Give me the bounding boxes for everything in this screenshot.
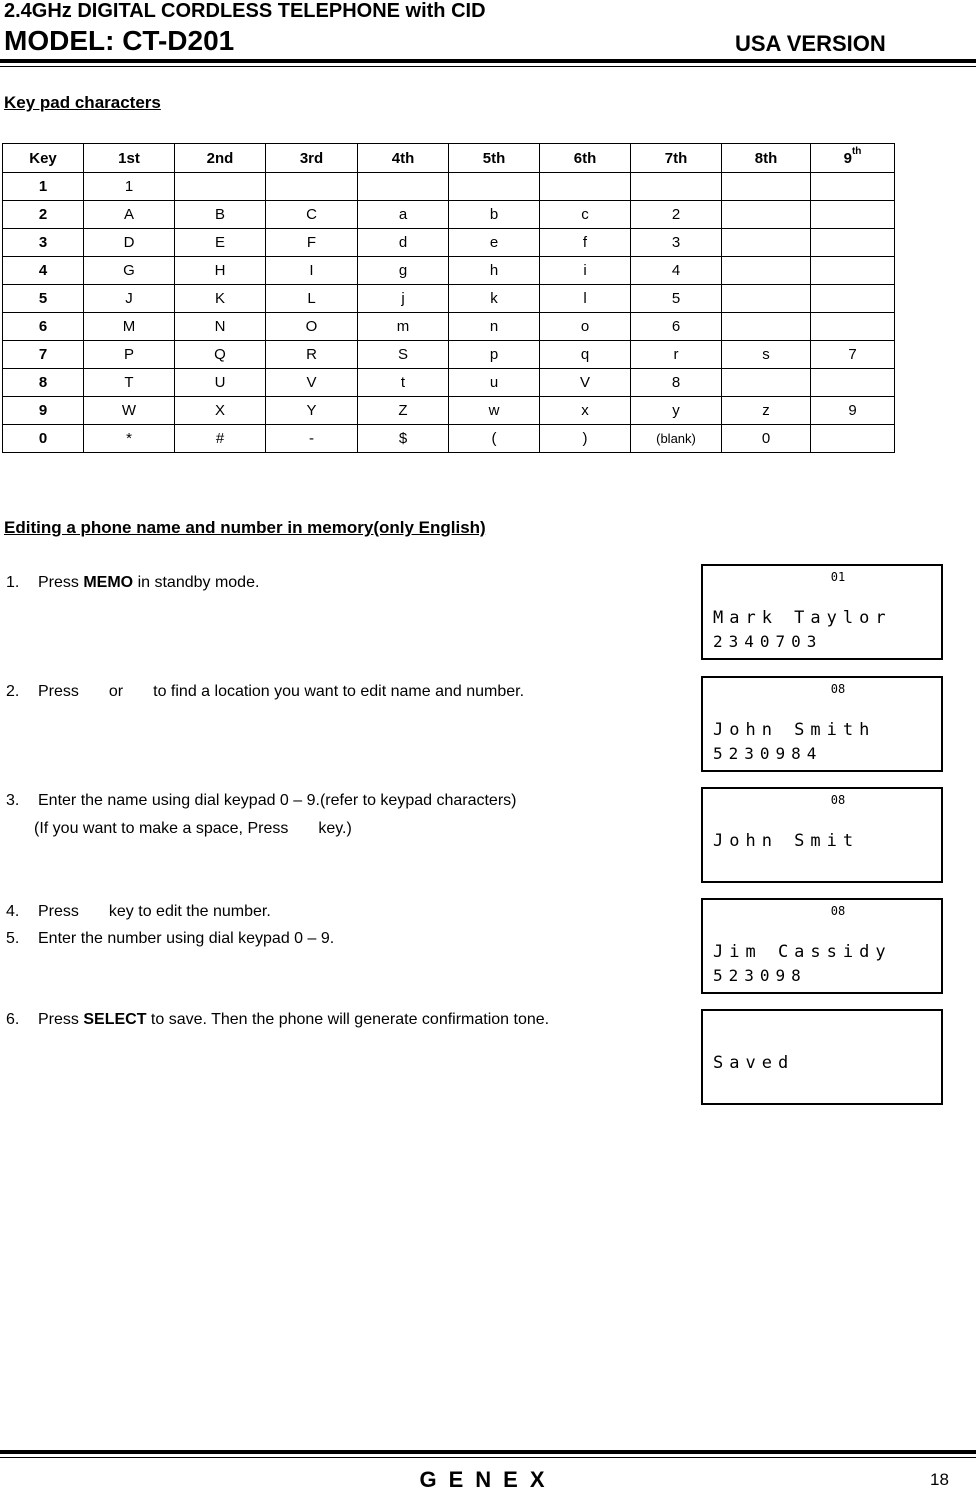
- character-cell: n: [449, 313, 540, 341]
- keypad-table: [2, 143, 895, 453]
- header-cell: Key: [3, 144, 84, 173]
- step-3: [6, 792, 516, 810]
- keypad-header-row: [3, 144, 895, 173]
- character-cell: [722, 313, 811, 341]
- step-number: 3.: [6, 792, 20, 809]
- character-cell: [722, 285, 811, 313]
- lcd-display-saved: [701, 1009, 943, 1105]
- character-cell: 4: [631, 257, 722, 285]
- character-cell: *: [84, 425, 175, 453]
- character-cell: G: [84, 257, 175, 285]
- character-cell: O: [266, 313, 358, 341]
- character-cell: #: [175, 425, 266, 453]
- character-cell: F: [266, 229, 358, 257]
- character-cell: p: [449, 341, 540, 369]
- character-cell: u: [449, 369, 540, 397]
- character-cell: D: [84, 229, 175, 257]
- character-cell: (blank): [631, 425, 722, 453]
- key-cell: 3: [3, 229, 84, 257]
- character-cell: [811, 257, 895, 285]
- character-cell: 6: [631, 313, 722, 341]
- character-cell: L: [266, 285, 358, 313]
- header-cell: 1st: [84, 144, 175, 173]
- step-number: 4.: [6, 903, 20, 920]
- character-cell: c: [540, 201, 631, 229]
- character-cell: [266, 173, 358, 201]
- table-row: [3, 313, 895, 341]
- key-cell: 1: [3, 173, 84, 201]
- character-cell: 2: [631, 201, 722, 229]
- character-cell: M: [84, 313, 175, 341]
- character-cell: P: [84, 341, 175, 369]
- step-3-note: [34, 820, 352, 838]
- step-6: [6, 1011, 549, 1029]
- footer-rule-thick: [0, 1450, 976, 1454]
- character-cell: [631, 173, 722, 201]
- character-cell: 1: [84, 173, 175, 201]
- character-cell: s: [722, 341, 811, 369]
- character-cell: [811, 285, 895, 313]
- character-cell: k: [449, 285, 540, 313]
- character-cell: g: [358, 257, 449, 285]
- step-number: 2.: [6, 683, 20, 700]
- key-cell: 2: [3, 201, 84, 229]
- header-cell: 3rd: [266, 144, 358, 173]
- key-cell: 4: [3, 257, 84, 285]
- step-text: Enter the number using dial keypad 0 – 9.: [38, 930, 335, 947]
- lcd-location: 08: [830, 904, 846, 918]
- keypad-section-title: Key pad characters: [4, 93, 161, 112]
- lcd-number-line: 5230984: [713, 744, 823, 763]
- step-number: 1.: [6, 574, 20, 591]
- character-cell: r: [631, 341, 722, 369]
- table-row: [3, 341, 895, 369]
- header-cell: 6th: [540, 144, 631, 173]
- step-text: (If you want to make a space, Press: [34, 820, 289, 837]
- character-cell: [722, 229, 811, 257]
- header-rule-thin: [0, 66, 976, 67]
- step-number: 6.: [6, 1011, 20, 1028]
- table-row: [3, 201, 895, 229]
- lcd-name-line: Mark Taylor: [713, 608, 892, 628]
- header-cell: 5th: [449, 144, 540, 173]
- table-row: [3, 229, 895, 257]
- character-cell: ): [540, 425, 631, 453]
- step-4: [6, 903, 271, 921]
- step-text: to save. Then the phone will generate confirmation tone.: [146, 1011, 550, 1028]
- character-cell: [811, 425, 895, 453]
- character-cell: W: [84, 397, 175, 425]
- character-cell: A: [84, 201, 175, 229]
- character-cell: z: [722, 397, 811, 425]
- step-2: [6, 683, 524, 701]
- document-title: 2.4GHz DIGITAL CORDLESS TELEPHONE with CID: [4, 0, 486, 22]
- lcd-name-line: Jim Cassidy: [713, 942, 892, 962]
- character-cell: m: [358, 313, 449, 341]
- character-cell: [175, 173, 266, 201]
- character-cell: b: [449, 201, 540, 229]
- header-ninth: 9: [843, 150, 852, 167]
- step-1: [6, 574, 259, 592]
- character-cell: [358, 173, 449, 201]
- character-cell: w: [449, 397, 540, 425]
- character-cell: 5: [631, 285, 722, 313]
- character-cell: [722, 201, 811, 229]
- character-cell: [811, 201, 895, 229]
- character-cell: [811, 173, 895, 201]
- table-row: [3, 425, 895, 453]
- character-cell: X: [175, 397, 266, 425]
- header-cell: [811, 144, 895, 173]
- lcd-location: 08: [830, 793, 846, 807]
- lcd-display-memo: [701, 564, 943, 660]
- character-cell: [722, 257, 811, 285]
- character-cell: N: [175, 313, 266, 341]
- step-text: Press: [38, 683, 79, 700]
- character-cell: C: [266, 201, 358, 229]
- brand-name: GENEX: [419, 1467, 557, 1492]
- character-cell: 0: [722, 425, 811, 453]
- step-text: to find a location you want to edit name and number.: [153, 683, 525, 700]
- key-cell: 0: [3, 425, 84, 453]
- lcd-number-line: 2340703: [713, 632, 823, 651]
- character-cell: [540, 173, 631, 201]
- character-cell: 9: [811, 397, 895, 425]
- character-cell: [811, 229, 895, 257]
- character-cell: (: [449, 425, 540, 453]
- character-cell: B: [175, 201, 266, 229]
- character-cell: [811, 369, 895, 397]
- editing-section-title: Editing a phone name and number in memory(only English): [4, 518, 486, 537]
- table-row: [3, 173, 895, 201]
- header-cell: 8th: [722, 144, 811, 173]
- character-cell: f: [540, 229, 631, 257]
- character-cell: i: [540, 257, 631, 285]
- page-number: 18: [930, 1470, 949, 1489]
- table-row: [3, 257, 895, 285]
- lcd-number-line: 523098: [713, 966, 807, 985]
- character-cell: U: [175, 369, 266, 397]
- character-cell: 8: [631, 369, 722, 397]
- table-row: [3, 397, 895, 425]
- lcd-display-edit-number: [701, 898, 943, 994]
- step-text: key.): [318, 820, 352, 837]
- header-cell: 7th: [631, 144, 722, 173]
- character-cell: [449, 173, 540, 201]
- key-cell: 6: [3, 313, 84, 341]
- character-cell: V: [266, 369, 358, 397]
- character-cell: S: [358, 341, 449, 369]
- key-cell: 8: [3, 369, 84, 397]
- character-cell: Y: [266, 397, 358, 425]
- character-cell: l: [540, 285, 631, 313]
- character-cell: q: [540, 341, 631, 369]
- memo-key-label: MEMO: [83, 574, 134, 591]
- lcd-location: 08: [830, 682, 846, 696]
- step-text: or: [108, 683, 124, 700]
- footer-rule-thin: [0, 1457, 976, 1458]
- character-cell: T: [84, 369, 175, 397]
- character-cell: Z: [358, 397, 449, 425]
- character-cell: h: [449, 257, 540, 285]
- character-cell: e: [449, 229, 540, 257]
- lcd-display-edit-name: [701, 787, 943, 883]
- character-cell: I: [266, 257, 358, 285]
- select-key-label: SELECT: [83, 1011, 147, 1028]
- character-cell: E: [175, 229, 266, 257]
- character-cell: a: [358, 201, 449, 229]
- character-cell: [722, 173, 811, 201]
- key-cell: 7: [3, 341, 84, 369]
- lcd-location: 01: [830, 570, 846, 584]
- step-text: Press: [38, 574, 84, 591]
- character-cell: J: [84, 285, 175, 313]
- table-row: [3, 285, 895, 313]
- lcd-name-line: Saved: [713, 1053, 795, 1073]
- step-text: Enter the name using dial keypad 0 – 9.(refer to keypad characters): [38, 792, 517, 809]
- character-cell: 3: [631, 229, 722, 257]
- character-cell: Q: [175, 341, 266, 369]
- table-row: [3, 369, 895, 397]
- key-cell: 9: [3, 397, 84, 425]
- step-text: Press: [38, 1011, 84, 1028]
- character-cell: [722, 369, 811, 397]
- step-5: [6, 930, 334, 948]
- header-cell: 2nd: [175, 144, 266, 173]
- character-cell: x: [540, 397, 631, 425]
- lcd-display-browse: [701, 676, 943, 772]
- character-cell: V: [540, 369, 631, 397]
- lcd-name-line: John Smit: [713, 831, 860, 851]
- model-name: MODEL: CT-D201: [4, 25, 235, 56]
- character-cell: [811, 313, 895, 341]
- character-cell: j: [358, 285, 449, 313]
- step-text: in standby mode.: [133, 574, 260, 591]
- step-number: 5.: [6, 930, 20, 947]
- step-text: Press: [38, 903, 79, 920]
- version-label: USA VERSION: [735, 31, 886, 56]
- character-cell: t: [358, 369, 449, 397]
- character-cell: -: [266, 425, 358, 453]
- character-cell: d: [358, 229, 449, 257]
- character-cell: o: [540, 313, 631, 341]
- character-cell: K: [175, 285, 266, 313]
- character-cell: $: [358, 425, 449, 453]
- character-cell: H: [175, 257, 266, 285]
- header-cell: 4th: [358, 144, 449, 173]
- character-cell: R: [266, 341, 358, 369]
- step-text: key to edit the number.: [108, 903, 271, 920]
- header-rule-thick: [0, 59, 976, 63]
- lcd-name-line: John Smith: [713, 720, 876, 740]
- character-cell: 7: [811, 341, 895, 369]
- key-cell: 5: [3, 285, 84, 313]
- header-ninth-suffix: th: [851, 146, 862, 157]
- character-cell: y: [631, 397, 722, 425]
